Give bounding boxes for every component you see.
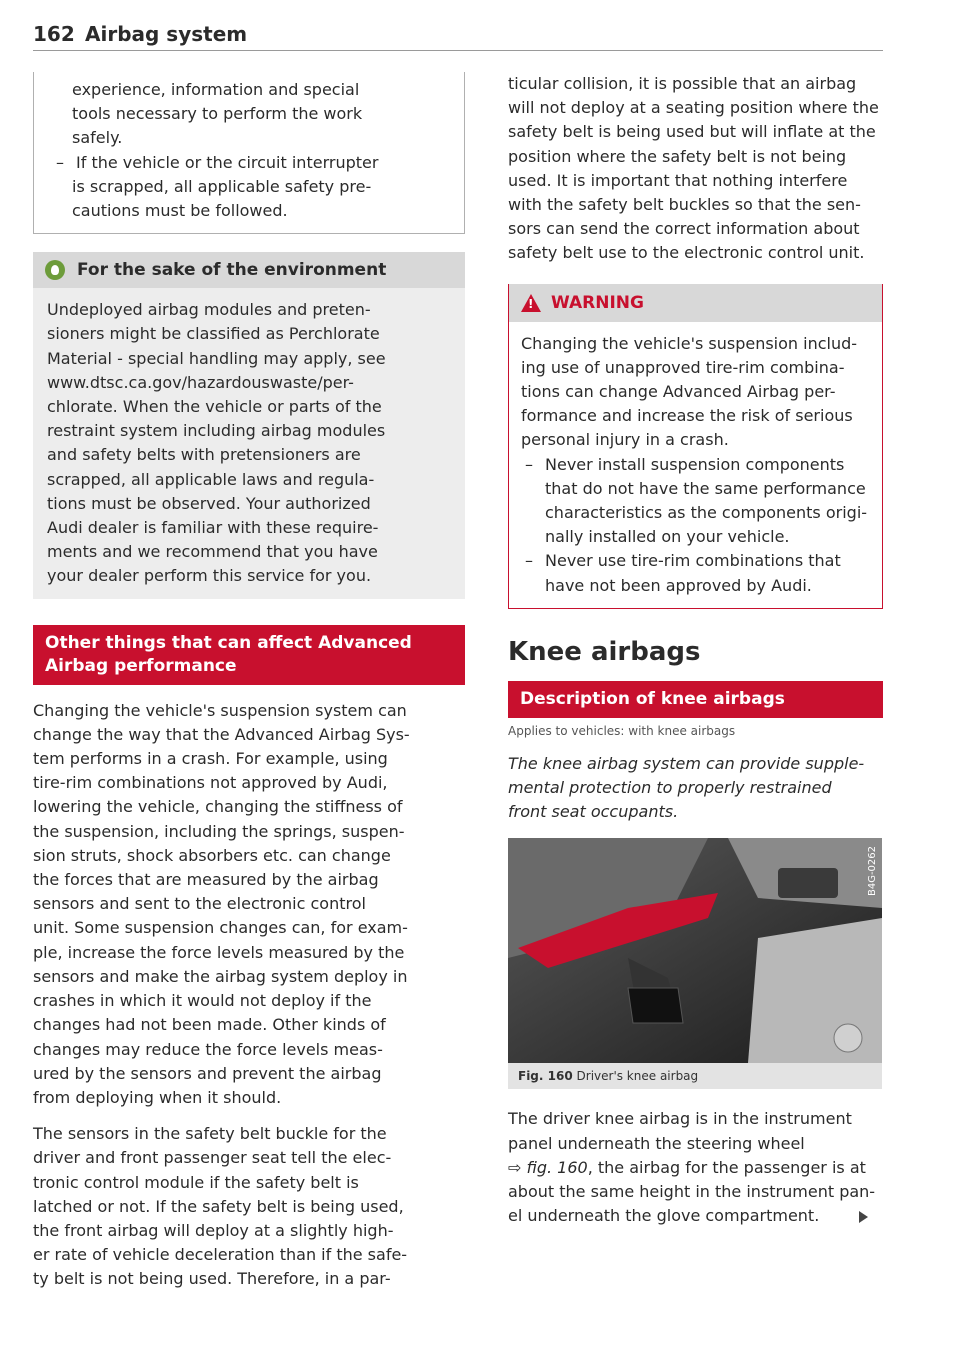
figure-caption: Fig. 160 Driver's knee airbag [508, 1063, 882, 1089]
body-line: ple, increase the force levels measured by the [33, 942, 405, 962]
warning-bullet: – Never install suspension components [525, 454, 845, 474]
note-line: experience, information and special [72, 80, 360, 99]
env-link[interactable]: www.dtsc.ca.gov/hazardouswaste/per- [47, 372, 354, 392]
warning-line: have not been approved by Audi. [545, 575, 812, 595]
body-line: driver and front passenger seat tell the elec- [33, 1148, 392, 1168]
body-line: sensors and sent to the electronic control [33, 894, 366, 914]
note-line: cautions must be followed. [72, 201, 288, 221]
body-line: changes may reduce the force levels meas- [33, 1039, 383, 1059]
continue-arrow-icon [859, 1211, 868, 1223]
body-line: tire-rim combinations not approved by Audi, [33, 773, 388, 793]
env-line: chlorate. When the vehicle or parts of the [47, 397, 382, 417]
body-line: about the same height in the instrument pan- [508, 1182, 876, 1202]
body-line: panel underneath the steering wheel [508, 1133, 805, 1153]
body-line: el underneath the glove compartment. [508, 1204, 883, 1228]
body-line: position where the safety belt is not being [508, 146, 847, 166]
body-line: ⇨ fig. 160, the airbag for the passenger is at [508, 1157, 866, 1177]
page-header [33, 22, 883, 51]
body-line: the suspension, including the springs, suspen- [33, 821, 405, 841]
env-line: ments and we recommend that you have [47, 542, 378, 562]
env-line: restraint system including airbag modules [47, 421, 386, 441]
figure-link[interactable]: ⇨ fig. 160 [508, 1157, 588, 1177]
env-line: Material - special handling may apply, see [47, 348, 386, 368]
env-line: Audi dealer is familiar with these require- [47, 518, 379, 538]
warning-line: personal injury in a crash. [521, 430, 729, 450]
applies-note: Applies to vehicles: with knee airbags [508, 723, 736, 738]
left-column [33, 72, 465, 1292]
body-line: ty belt is not being used. Therefore, in a par- [33, 1269, 391, 1289]
body-line: safety belt use to the electronic control unit. [508, 243, 865, 263]
body-line: sion struts, shock absorbers etc. can change [33, 845, 391, 865]
body-line: The sensors in the safety belt buckle for the [33, 1124, 387, 1144]
knee-airbag-illustration [508, 838, 882, 1063]
body-line: latched or not. If the safety belt is being used, [33, 1196, 404, 1216]
sub-heading: Description of knee airbags [508, 681, 883, 718]
body-line: used. It is important that nothing interfere [508, 170, 848, 190]
body-line: Changing the vehicle's suspension system can [33, 700, 407, 720]
body-line: The driver knee airbag is in the instrument [508, 1109, 852, 1129]
environment-title: For the sake of the environment [77, 260, 387, 281]
section-name: Airbag system [85, 22, 248, 46]
env-line: tions must be observed. Your authorized [47, 493, 371, 513]
body-line: from deploying when it should. [33, 1087, 282, 1107]
warning-header [509, 284, 882, 322]
body-line: ticular collision, it is possible that an airbag [508, 74, 857, 93]
body-line: will not deploy at a seating position where the [508, 98, 879, 118]
note-line: is scrapped, all applicable safety pre- [72, 176, 372, 196]
env-line: your dealer perform this service for you. [47, 566, 372, 586]
warning-line: Changing the vehicle's suspension includ- [521, 333, 858, 353]
warning-box [508, 284, 883, 609]
note-line: safely. [72, 128, 123, 148]
warning-line: that do not have the same performance [545, 478, 866, 498]
section-heading: Other things that can affect Advanced Airbag performance [33, 625, 465, 685]
warning-line: tions can change Advanced Airbag per- [521, 382, 836, 402]
right-column [508, 72, 883, 1228]
body-line: er rate of vehicle deceleration than if the safe- [33, 1245, 408, 1265]
body-line: the forces that are measured by the airbag [33, 870, 379, 890]
body-line: tem performs in a crash. For example, using [33, 749, 388, 769]
environment-header [33, 252, 465, 288]
warning-line: ing use of unapproved tire-rim combina- [521, 357, 845, 377]
env-line: scrapped, all applicable laws and regula- [47, 469, 375, 489]
env-line: sioners might be classified as Perchlorate [47, 324, 380, 344]
warning-line: formance and increase the risk of serious [521, 406, 853, 426]
body-line: lowering the vehicle, changing the stiffness of [33, 797, 403, 817]
leaf-icon [45, 260, 65, 280]
warning-body [509, 322, 882, 608]
env-line: and safety belts with pretensioners are [47, 445, 361, 465]
body-line: with the safety belt buckles so that the sen- [508, 195, 861, 215]
body-line: change the way that the Advanced Airbag Sys- [33, 724, 410, 744]
warning-line: nally installed on your vehicle. [545, 527, 790, 547]
body-line: ured by the sensors and prevent the airbag [33, 1063, 382, 1083]
body-line: tronic control module if the safety belt is [33, 1172, 359, 1192]
figure-id: B4G-0262 [867, 846, 878, 897]
note-line: tools necessary to perform the work [72, 104, 363, 124]
intro-text: The knee airbag system can provide supple- mental protection to properly restrained front seat occupants. [508, 753, 865, 822]
warning-triangle-icon [521, 294, 541, 312]
body-line: crashes in which it would not deploy if the [33, 991, 372, 1011]
env-line: Undeployed airbag modules and preten- [47, 300, 371, 320]
body-line: changes had not been made. Other kinds of [33, 1015, 386, 1035]
body-line: sors can send the correct information about [508, 219, 860, 239]
body-line: unit. Some suspension changes can, for exam- [33, 918, 408, 938]
body-line: the front airbag will deploy at a slightly high- [33, 1220, 394, 1240]
body-line: sensors and make the airbag system deploy in [33, 966, 408, 986]
body-line: safety belt is being used but will inflate at the [508, 122, 876, 142]
chapter-title: Knee airbags [508, 636, 701, 667]
page-number: 162 [33, 22, 75, 46]
warning-line: characteristics as the components origi- [545, 503, 868, 523]
warning-title: WARNING [551, 292, 644, 313]
knee-airbag-figure [508, 838, 882, 1063]
environment-body [33, 288, 465, 598]
note-box [33, 72, 465, 234]
note-bullet: – If the vehicle or the circuit interrupter [56, 152, 379, 172]
warning-bullet: – Never use tire-rim combinations that [525, 551, 841, 571]
